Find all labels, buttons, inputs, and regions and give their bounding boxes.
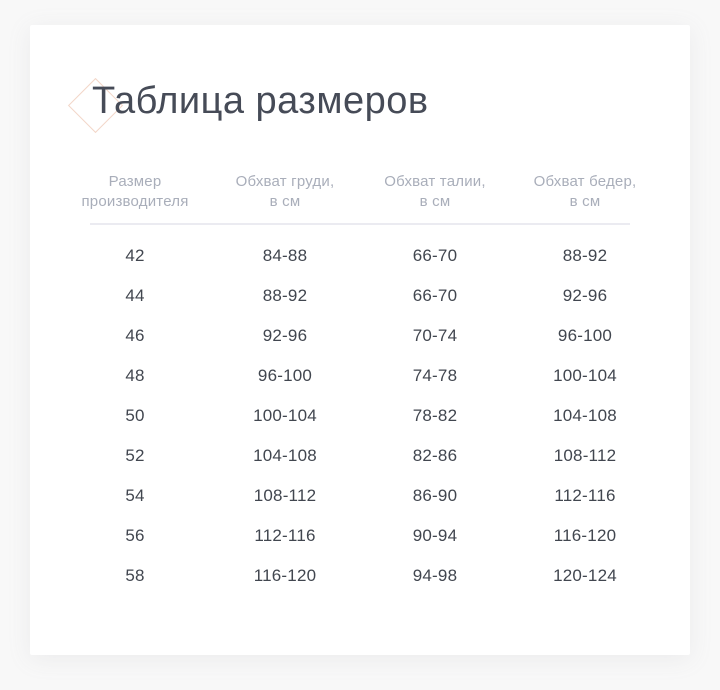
table-row bbox=[60, 356, 660, 396]
table-cell: 84-88 bbox=[262, 246, 308, 265]
table-cell: 52 bbox=[125, 446, 145, 465]
table-cell: 100-104 bbox=[553, 366, 617, 385]
table-cell: 78-82 bbox=[412, 406, 458, 425]
table-row bbox=[60, 276, 660, 316]
table-cell: 74-78 bbox=[412, 366, 458, 385]
column-header-text: в см bbox=[419, 193, 451, 210]
table-cell: 42 bbox=[125, 246, 145, 265]
table-cell: 116-120 bbox=[253, 566, 317, 585]
table-cell: 112-116 bbox=[254, 526, 316, 545]
table-body bbox=[60, 236, 660, 596]
table-cell: 44 bbox=[125, 286, 145, 305]
table-cell: 96-100 bbox=[557, 326, 613, 345]
table-cell: 104-108 bbox=[253, 446, 317, 465]
table-cell: 108-112 bbox=[253, 486, 317, 505]
column-header-text: производителя bbox=[81, 193, 189, 210]
table-row bbox=[60, 516, 660, 556]
table-cell: 92-96 bbox=[562, 286, 608, 305]
page-title: Таблица размеров bbox=[92, 80, 429, 122]
column-header-text: в см bbox=[569, 193, 601, 210]
table-cell: 82-86 bbox=[412, 446, 458, 465]
table-cell: 120-124 bbox=[553, 566, 617, 585]
table-row bbox=[60, 476, 660, 516]
table-row bbox=[60, 236, 660, 276]
table-cell: 100-104 bbox=[253, 406, 317, 425]
table-header bbox=[60, 172, 660, 212]
table-cell: 90-94 bbox=[412, 526, 458, 545]
table-cell: 96-100 bbox=[257, 366, 313, 385]
column-header-waist bbox=[360, 172, 510, 212]
column-header-text: Обхват бедер, bbox=[533, 173, 637, 190]
column-header-text: Размер bbox=[108, 173, 162, 190]
table-cell: 94-98 bbox=[412, 566, 458, 585]
header-divider bbox=[90, 223, 630, 225]
table-row bbox=[60, 436, 660, 476]
table-cell: 54 bbox=[125, 486, 145, 505]
table-cell: 70-74 bbox=[412, 326, 458, 345]
table-cell: 116-120 bbox=[553, 526, 617, 545]
table-cell: 66-70 bbox=[412, 246, 458, 265]
table-cell: 88-92 bbox=[262, 286, 308, 305]
table-cell: 112-116 bbox=[554, 486, 616, 505]
table-cell: 88-92 bbox=[562, 246, 608, 265]
column-header-text: в см bbox=[269, 193, 301, 210]
table-cell: 56 bbox=[125, 526, 145, 545]
table-cell: 86-90 bbox=[412, 486, 458, 505]
table-cell: 50 bbox=[125, 406, 145, 425]
table-cell: 104-108 bbox=[553, 406, 617, 425]
column-header-text: Обхват груди, bbox=[235, 173, 335, 190]
column-header-size bbox=[60, 172, 210, 212]
table-cell: 58 bbox=[125, 566, 145, 585]
table-row bbox=[60, 396, 660, 436]
column-header-chest bbox=[210, 172, 360, 212]
column-header-text: Обхват талии, bbox=[384, 173, 486, 190]
table-row bbox=[60, 556, 660, 596]
size-table-card bbox=[30, 25, 690, 655]
table-cell: 66-70 bbox=[412, 286, 458, 305]
table-cell: 92-96 bbox=[262, 326, 308, 345]
table-row bbox=[60, 316, 660, 356]
table-cell: 46 bbox=[125, 326, 145, 345]
table-cell: 108-112 bbox=[553, 446, 617, 465]
column-header-hips bbox=[510, 172, 660, 212]
table-cell: 48 bbox=[125, 366, 145, 385]
